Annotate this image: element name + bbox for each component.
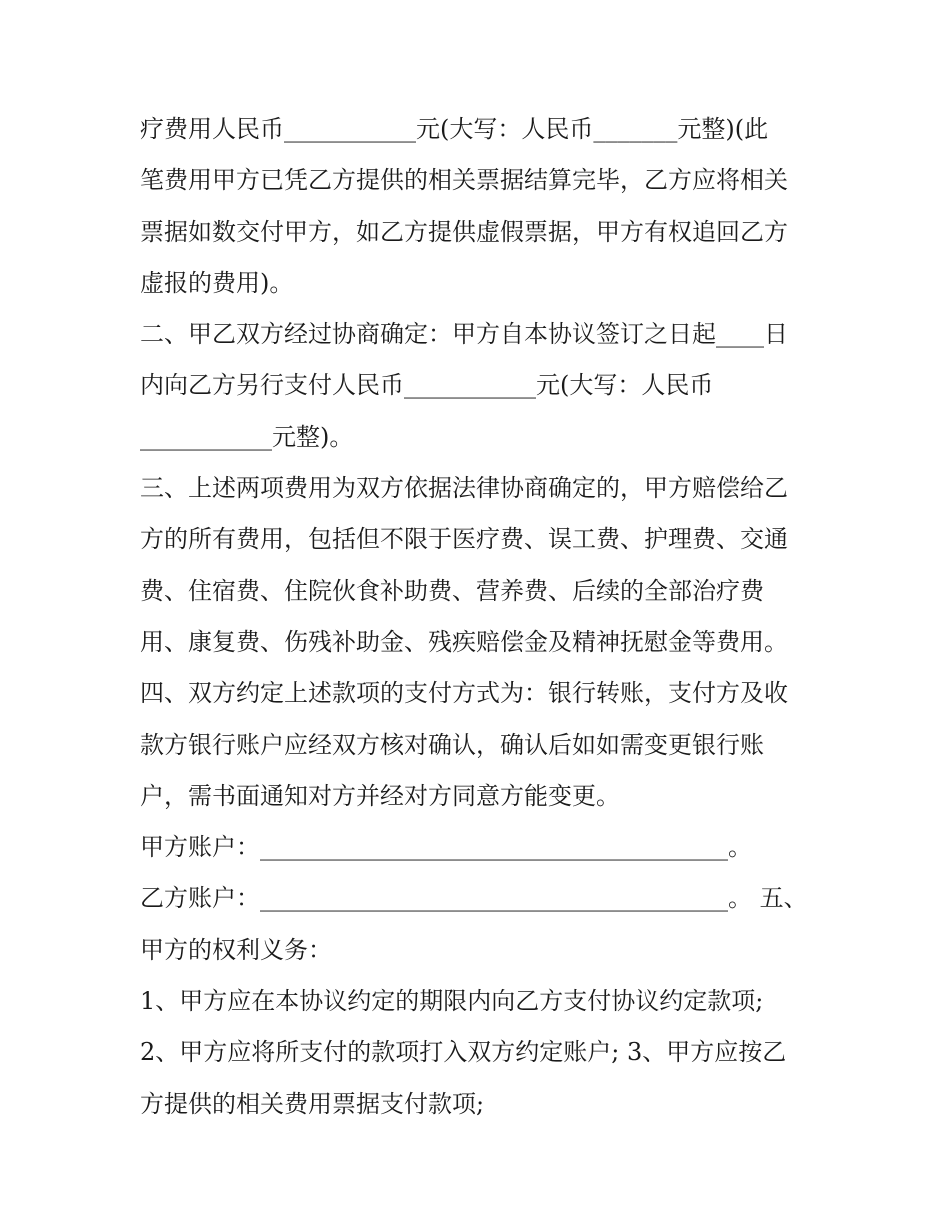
text-line: 票据如数交付甲方，如乙方提供虚假票据，甲方有权追回乙方 <box>140 217 788 246</box>
text-line: 四、双方约定上述款项的支付方式为：银行转账，支付方及收 <box>140 679 788 708</box>
text-line: ___________元整)。 <box>140 422 354 451</box>
text-line: 款方银行账户应经双方核对确认，确认后如如需变更银行账 <box>140 730 764 759</box>
document-body <box>140 104 840 1130</box>
text-line: 费、住宿费、住院伙食补助费、营养费、后续的全部治疗费 <box>140 576 764 605</box>
text-line: 1、甲方应在本协议约定的期限内向乙方支付协议约定款项; <box>140 987 764 1016</box>
text-line: 甲方账户：_______________________________________。 <box>140 833 752 862</box>
text-line: 内向乙方另行支付人民币___________元(大写：人民币 <box>140 371 714 400</box>
text-line: 方的所有费用，包括但不限于医疗费、误工费、护理费、交通 <box>140 525 788 554</box>
text-line: 2、甲方应将所支付的款项打入双方约定账户; 3、甲方应按乙 <box>140 1038 787 1067</box>
text-line: 笔费用甲方已凭乙方提供的相关票据结算完毕，乙方应将相关 <box>140 166 788 195</box>
text-line: 二、甲乙双方经过协商确定：甲方自本协议签订之日起____日 <box>140 320 788 349</box>
text-line: 方提供的相关费用票据支付款项; <box>140 1089 485 1118</box>
text-line: 虚报的费用)。 <box>140 268 294 297</box>
text-line: 疗费用人民币___________元(大写：人民币_______元整)(此 <box>140 115 769 143</box>
text-line: 乙方账户：_______________________________________。 五、 <box>140 884 808 913</box>
text-line: 用、康复费、伤残补助金、残疾赔偿金及精神抚慰金等费用。 <box>140 627 788 656</box>
text-line: 三、上述两项费用为双方依据法律协商确定的，甲方赔偿给乙 <box>140 474 788 503</box>
text-line: 甲方的权利义务： <box>140 935 332 964</box>
text-line: 户，需书面通知对方并经对方同意方能变更。 <box>140 781 620 810</box>
